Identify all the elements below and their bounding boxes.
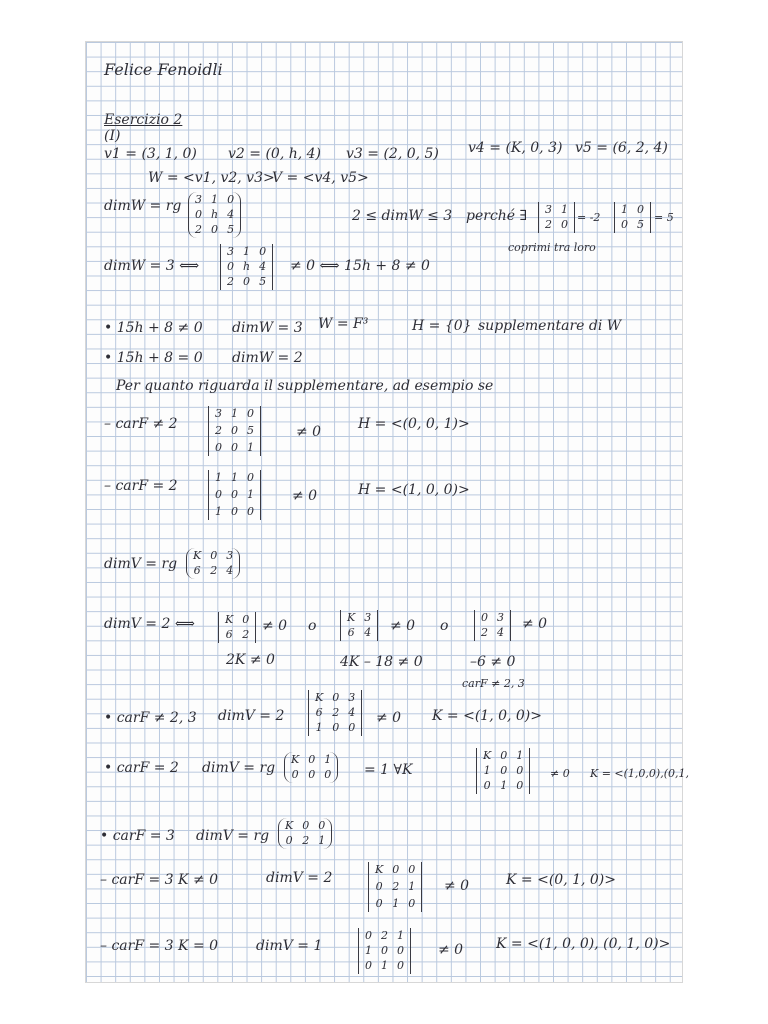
char-not23-k: K = <(1, 0, 0)> bbox=[432, 708, 542, 724]
minor-v-1-result: ≠ 0 bbox=[262, 618, 288, 634]
vector-v3: v3 = (2, 0, 5) bbox=[346, 146, 439, 162]
minor-det-2-result: = 5 bbox=[654, 211, 674, 224]
char-not23-dim: dimV = 2 bbox=[218, 708, 285, 724]
minor-v-3-condition: –6 ≠ 0 bbox=[470, 654, 516, 670]
perche-text: perché ∃ bbox=[466, 208, 528, 224]
case2-condition: • 15h + 8 = 0 bbox=[104, 350, 203, 366]
part-label: (I) bbox=[104, 128, 121, 144]
vector-v2: v2 = (0, h, 4) bbox=[228, 146, 322, 162]
char-not23-result: ≠ 0 bbox=[376, 710, 402, 726]
char-not2-condition: – carF ≠ 2 bbox=[104, 416, 178, 432]
char2-h: H = <(1, 0, 0)> bbox=[358, 482, 470, 498]
vector-v4: v4 = (K, 0, 3) bbox=[468, 140, 563, 156]
char2-result: ≠ 0 bbox=[292, 488, 318, 504]
vector-v5: v5 = (6, 2, 4) bbox=[575, 140, 668, 156]
minor-v-2-condition: 4K – 18 ≠ 0 bbox=[340, 654, 423, 670]
minor-det-1-result: = -2 bbox=[577, 211, 601, 224]
char-not23-condition: • carF ≠ 2, 3 bbox=[104, 710, 197, 726]
case1-w: W = F³ bbox=[318, 316, 369, 332]
case2-dim: dimW = 2 bbox=[232, 350, 303, 366]
case1-note: supplementare di W bbox=[478, 318, 622, 334]
minor-v-1: K 0 6 2 bbox=[218, 612, 256, 643]
minor-v-2: K 3 6 4 bbox=[340, 610, 378, 641]
char-note: carF ≠ 2, 3 bbox=[462, 677, 525, 690]
supplement-intro: Per quanto riguarda il supplementare, ad esempio se bbox=[116, 378, 494, 394]
chareq3k0-condition: – carF = 3 K = 0 bbox=[100, 938, 219, 954]
chareq2-k: K = <(1,0,0),(0,1, bbox=[590, 767, 689, 780]
chareq3k0-result: ≠ 0 bbox=[438, 942, 464, 958]
subspace-w-def: W = <v1, v2, v3> bbox=[148, 170, 275, 186]
chareq3-dim: dimV = rg bbox=[196, 828, 270, 844]
chareq2-det-result: ≠ 0 bbox=[550, 767, 570, 780]
chareq3k-k: K = <(0, 1, 0)> bbox=[506, 872, 616, 888]
dimw3-condition: ≠ 0 ⟺ 15h + 8 ≠ 0 bbox=[290, 258, 430, 274]
subspace-v-def: V = <v4, v5> bbox=[272, 170, 369, 186]
minor-v-3-result: ≠ 0 bbox=[522, 616, 548, 632]
minor-det-1: 3 1 2 0 bbox=[538, 202, 575, 233]
case1-h: H = {0} bbox=[412, 318, 472, 334]
matrix-char-not2: 3 1 0 2 0 5 0 0 1 bbox=[208, 406, 261, 456]
matrix-w: 3 1 0 0 h 4 2 0 5 bbox=[188, 192, 241, 238]
or-2: o bbox=[440, 618, 449, 634]
chareq3k0-dim: dimV = 1 bbox=[256, 938, 323, 954]
char-not2-h: H = <(0, 0, 1)> bbox=[358, 416, 470, 432]
minor-v-2-result: ≠ 0 bbox=[390, 618, 416, 634]
matrix-chareq3: K 0 0 0 2 1 bbox=[278, 818, 332, 849]
matrix-char2: 1 1 0 0 0 1 1 0 0 bbox=[208, 470, 261, 520]
chareq2-result: = 1 ∀K bbox=[364, 762, 413, 778]
matrix-v: K 0 3 6 2 4 bbox=[186, 548, 240, 579]
dimv-label: dimV = rg bbox=[104, 556, 178, 572]
chareq2-condition: • carF = 2 bbox=[104, 760, 179, 776]
case1-dim: dimW = 3 bbox=[232, 320, 303, 336]
chareq3k-condition: – carF = 3 K ≠ 0 bbox=[100, 872, 219, 888]
char-not2-result: ≠ 0 bbox=[296, 424, 322, 440]
char2-condition: – carF = 2 bbox=[104, 478, 178, 494]
matrix-w-det: 3 1 0 0 h 4 2 0 5 bbox=[220, 244, 273, 290]
matrix-chareq3k0: 0 2 1 1 0 0 0 1 0 bbox=[358, 928, 411, 974]
chareq3-condition: • carF = 3 bbox=[100, 828, 175, 844]
minor-v-3: 0 3 2 4 bbox=[474, 610, 511, 641]
or-1: o bbox=[308, 618, 317, 634]
matrix-chareq2: K 0 1 0 0 0 bbox=[284, 752, 338, 783]
dimw-label: dimW = rg bbox=[104, 198, 182, 214]
matrix-char-not23: K 0 3 6 2 4 1 0 0 bbox=[308, 690, 362, 736]
chareq3k-dim: dimV = 2 bbox=[266, 870, 333, 886]
exercise-title: Esercizio 2 bbox=[104, 112, 183, 128]
matrix-chareq3k: K 0 0 0 2 1 0 1 0 bbox=[368, 862, 422, 912]
author-name: Felice Fenoidli bbox=[104, 60, 223, 79]
dimw-inequality: 2 ≤ dimW ≤ 3 bbox=[352, 208, 453, 224]
dimv2-label: dimV = 2 ⟺ bbox=[104, 616, 195, 632]
coprimi-note: coprimi tra loro bbox=[508, 241, 596, 254]
minor-v-1-condition: 2K ≠ 0 bbox=[226, 652, 275, 668]
matrix-chareq2-det: K 0 1 1 0 0 0 1 0 bbox=[476, 748, 530, 794]
vector-v1: v1 = (3, 1, 0) bbox=[104, 146, 197, 162]
chareq3k0-k: K = <(1, 0, 0), (0, 1, 0)> bbox=[496, 936, 671, 952]
minor-det-2: 1 0 0 5 bbox=[614, 202, 651, 233]
dimw3-label: dimW = 3 ⟺ bbox=[104, 258, 200, 274]
chareq3k-result: ≠ 0 bbox=[444, 878, 470, 894]
case1-condition: • 15h + 8 ≠ 0 bbox=[104, 320, 203, 336]
chareq2-dim: dimV = rg bbox=[202, 760, 276, 776]
